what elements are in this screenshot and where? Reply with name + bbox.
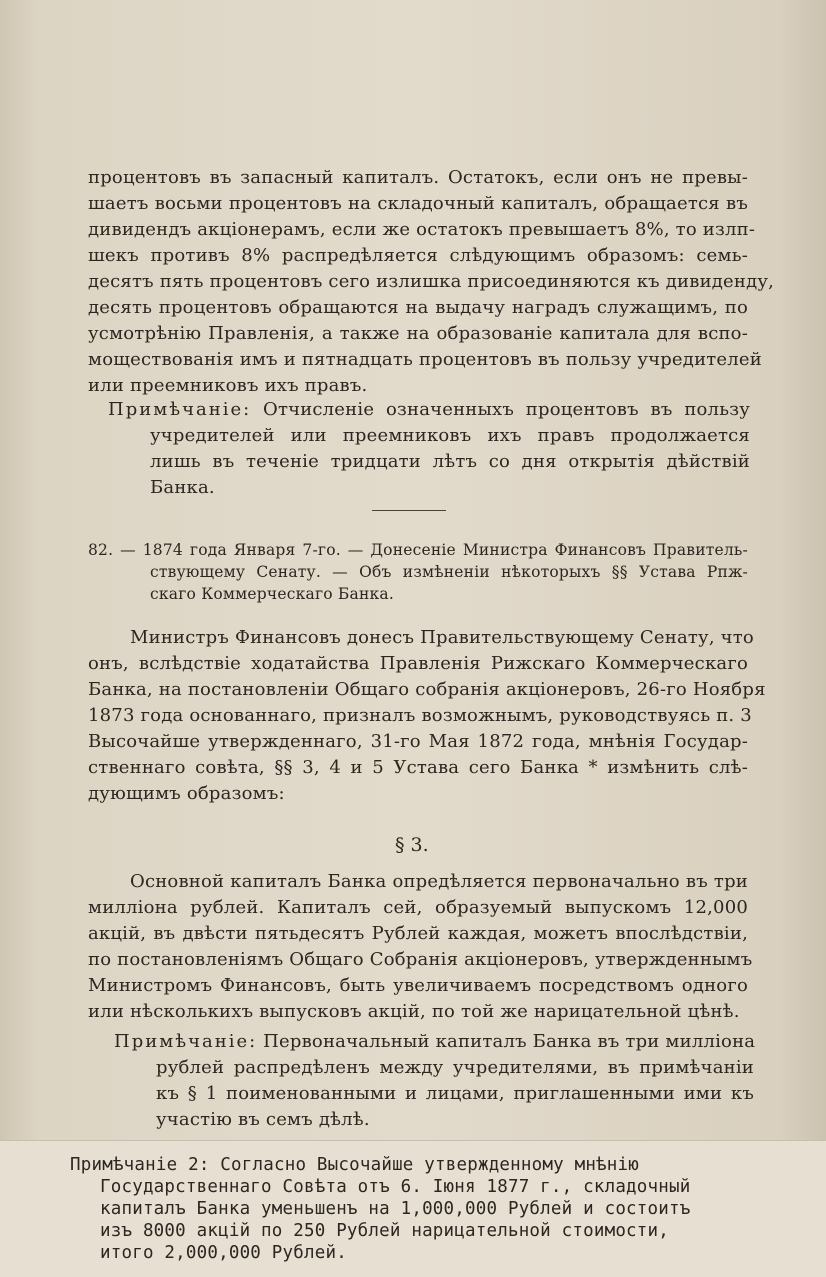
text-line: милліона рублей. Капиталъ сей, образуемый выпускомъ 12,000 [88,897,748,918]
note-line: къ § 1 поименованными и лицами, приглашенными ими къ [156,1083,754,1104]
heading-line: 82. — 1874 года Января 7-го. — Донесеніе Министра Финансовъ Правитель- [88,541,748,559]
note-line: учредителей или преемниковъ ихъ правъ продолжается [150,425,750,446]
note-line: Банка. [150,477,215,498]
text-line: Министръ Финансовъ донесъ Правительствующему Сенату, что [130,627,754,648]
text-line: процентовъ въ запасный капиталъ. Остатокъ, если онъ не превы- [88,167,748,188]
text-line: по постановленіямъ Общаго Собранія акціонеровъ, утвержденнымъ [88,949,753,970]
note-label: Примѣчаніе: [114,1031,258,1052]
text-line: шекъ противъ 8% распредѣляется слѣдующимъ образомъ: семь- [88,245,748,266]
text-line: десятъ пять процентовъ сего излишка присоединяются къ дивиденду, [88,271,775,292]
text-line: усмотрѣнію Правленія, а также на образованіе капитала для вспо- [88,323,748,344]
section-number: § 3. [395,834,429,856]
typed-line: Государственнаго Совѣта отъ 6. Іюня 1877 г., складочный [100,1177,691,1197]
note-text: Отчисленіе означенныхъ процентовъ въ пользу [262,399,751,420]
note-first-line [114,1030,754,1054]
text-line: или нѣсколькихъ выпусковъ акцій, по той же нарицательной цѣнѣ. [88,1001,740,1022]
typed-line: итого 2,000,000 Рублей. [100,1243,347,1263]
heading-line: ствующему Сенату. — Объ измѣненіи нѣкоторыхъ §§ Устава Рпж- [150,563,748,581]
text-line: десять процентовъ обращаются на выдачу наградъ служащимъ, по [88,297,748,318]
typed-line: Примѣчаніе 2: Согласно Высочайше утвержденному мнѣнію [70,1155,640,1175]
text-line: дующимъ образомъ: [88,783,285,804]
text-line: ственнаго совѣта, §§ 3, 4 и 5 Устава сего Банка * измѣнить слѣ- [88,757,748,778]
text-line: шаетъ восьми процентовъ на складочный капиталъ, обращается въ [88,193,748,214]
pasted-typed-note [0,1140,826,1277]
section-divider [372,510,446,511]
text-line: онъ, вслѣдствіе ходатайства Правленія Рижскаго Коммерческаго [88,653,748,674]
note-label: Примѣчаніе: [108,399,252,420]
typed-line: капиталъ Банка уменьшенъ на 1,000,000 Рублей и состоитъ [100,1199,691,1219]
text-line: Высочайше утвержденнаго, 31-го Мая 1872 года, мнѣнія Государ- [88,731,748,752]
text-line: Министромъ Финансовъ, быть увеличиваемъ посредствомъ одного [88,975,748,996]
note-line: участію въ семъ дѣлѣ. [156,1109,370,1130]
text-line: дивидендъ акціонерамъ, если же остатокъ превышаетъ 8%, то излп- [88,219,756,240]
note-first-line [108,398,750,422]
text-line: Основной капиталъ Банка опредѣляется первоначально въ три [130,871,748,892]
typed-line: изъ 8000 акцій по 250 Рублей нарицательной стоимости, [100,1221,670,1241]
note-line: лишь въ теченіе тридцати лѣтъ со дня открытія дѣйствій [150,451,750,472]
text-line: Банка, на постановленіи Общаго собранія акціонеровъ, 26-го Ноября [88,679,766,700]
heading-line: скаго Коммерческаго Банка. [150,585,394,603]
text-line: 1873 года основаннаго, призналъ возможнымъ, руководствуясь п. 3 [88,705,752,726]
text-line: или преемниковъ ихъ правъ. [88,375,368,396]
text-line: моществованія имъ и пятнадцать процентовъ въ пользу учредителей [88,349,762,370]
text-line: акцій, въ двѣсти пятьдесятъ Рублей каждая, можетъ впослѣдствіи, [88,923,748,944]
note-text: Первоначальный капиталъ Банка въ три милліона [263,1031,756,1052]
note-line: рублей распредѣленъ между учредителями, въ примѣчаніи [156,1057,754,1078]
